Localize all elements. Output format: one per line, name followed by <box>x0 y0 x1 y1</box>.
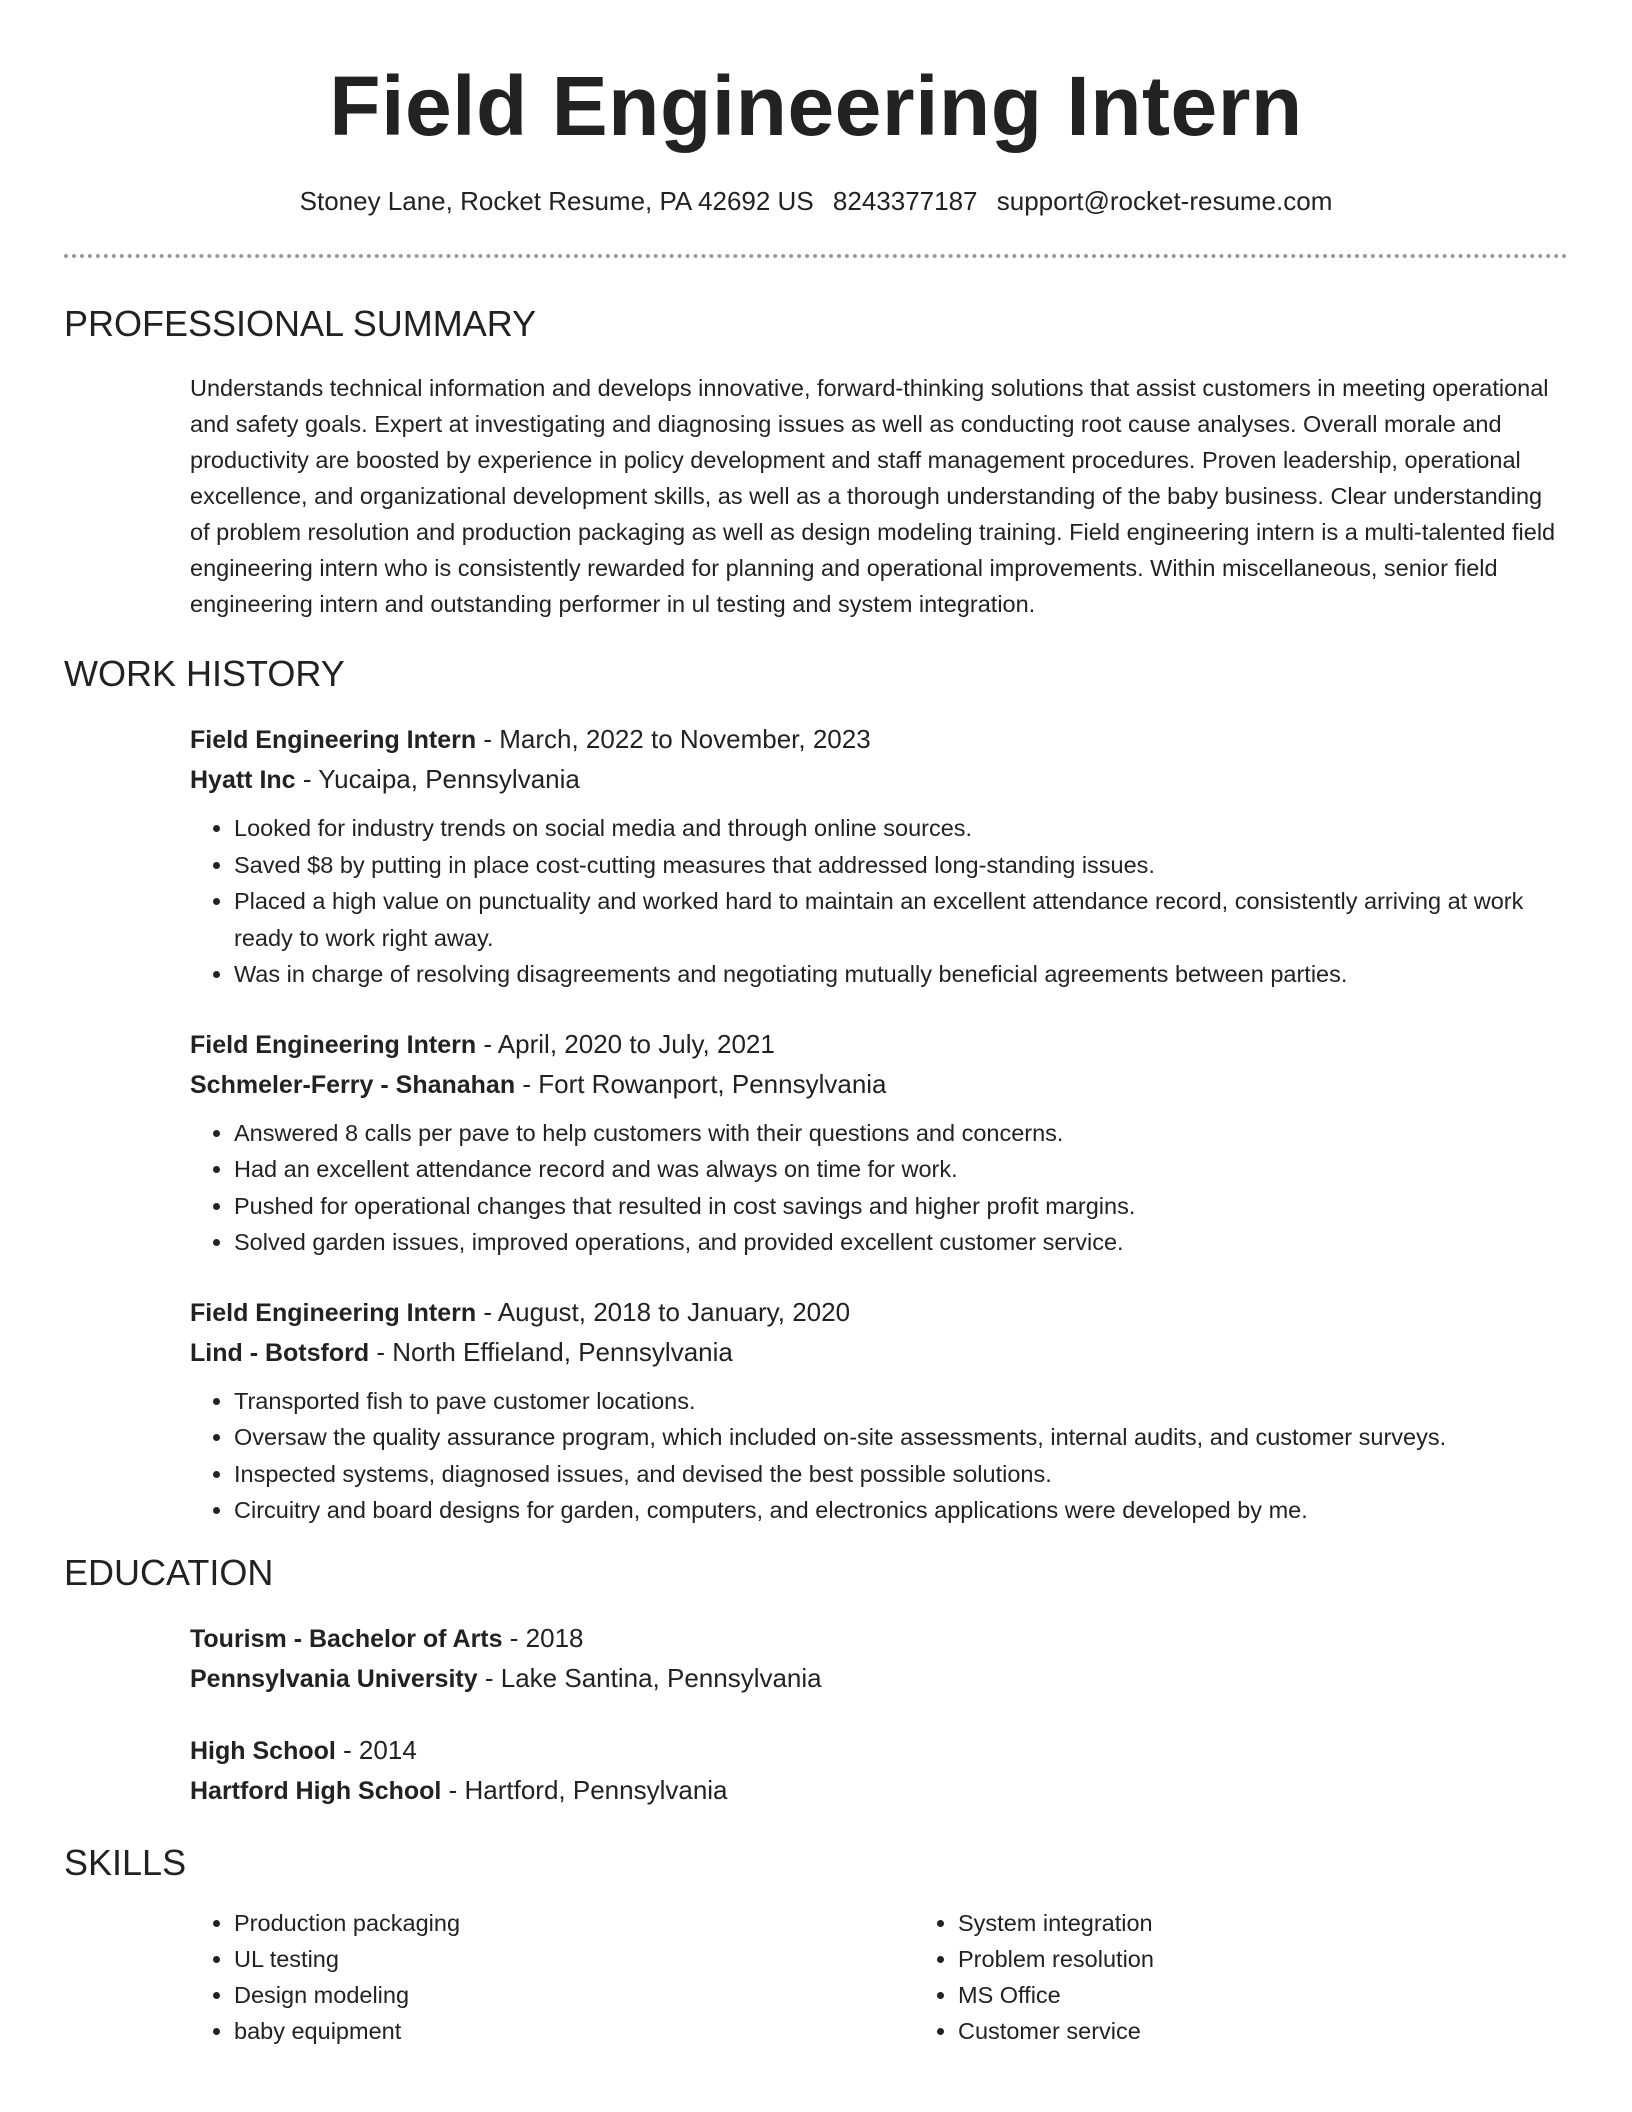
job-dates: - August, 2018 to January, 2020 <box>476 1296 851 1327</box>
education-school-line <box>190 1771 1568 1811</box>
education-degree: Tourism - Bachelor of Arts <box>190 1624 503 1653</box>
education-school: Pennsylvania University <box>190 1664 478 1693</box>
education-location: - Hartford, Pennsylvania <box>441 1774 728 1805</box>
skill-item: • Production packaging <box>234 1905 914 1941</box>
skill-item: • MS Office <box>958 1977 1632 2013</box>
job-bullet: • Transported fish to pave customer locations. <box>234 1383 1568 1420</box>
job-role: Field Engineering Intern <box>190 726 477 754</box>
job-role: Field Engineering Intern <box>190 1298 477 1327</box>
job-bullets <box>190 1115 1568 1261</box>
summary-heading: PROFESSIONAL SUMMARY <box>64 303 537 344</box>
education-year: - 2018 <box>502 1622 584 1653</box>
education-degree-line <box>190 1731 1568 1771</box>
job-bullet: • Had an excellent attendance record and was always on time for work. <box>234 1151 1568 1188</box>
skills-column-right <box>914 1905 1632 2049</box>
job-company-line <box>190 1333 1568 1373</box>
job-dates: - March, 2022 to November, 2023 <box>476 724 871 754</box>
education-entry <box>190 1731 1568 1811</box>
job-bullet: • Solved garden issues, improved operations, and provided excellent customer service. <box>234 1224 1568 1261</box>
job-bullet: • Circuitry and board designs for garden, computers, and electronics applications were developed by me. <box>234 1492 1568 1529</box>
job-role-line <box>190 1293 1568 1333</box>
job-company: Hyatt Inc <box>190 766 296 794</box>
summary-text: Understands technical information and develops innovative, forward-thinking solutions that assist customers in meeting operational and safety goals. Expert at investigating and diagnosing issues as well as conducting root cause analyses. Overall morale and productivity are boosted by experience in policy development and staff management procedures. Proven leadership, operational excellence, and organizational development skills, as well as a thorough understanding of the baby business. Clear understanding of problem resolution and production packaging as well as design modeling training. Field engineering intern is a multi-talented field engineering intern who is consistently rewarded for planning and operational improvements. Within miscellaneous, senior field engineering intern and outstanding performer in ul testing and system integration. <box>190 375 1556 617</box>
job-bullet: • Inspected systems, diagnosed issues, and devised the best possible solutions. <box>234 1456 1568 1493</box>
job-bullet: • Was in charge of resolving disagreements and negotiating mutually beneficial agreements between parties. <box>234 956 1568 993</box>
job-role-line <box>190 720 1568 760</box>
work-history-heading: WORK HISTORY <box>64 653 345 694</box>
header-divider <box>64 254 1568 258</box>
job-entry <box>190 1293 1568 1529</box>
job-bullet: • Oversaw the quality assurance program, which included on-site assessments, internal audits, and customer surveys. <box>234 1419 1568 1456</box>
job-location: - Yucaipa, Pennsylvania <box>295 764 580 794</box>
skills-column-left <box>190 1905 914 2049</box>
education-school-line <box>190 1659 1568 1699</box>
contact-email[interactable]: support@rocket-resume.com <box>996 186 1333 216</box>
job-bullets <box>190 1383 1568 1529</box>
education-school: Hartford High School <box>190 1776 442 1805</box>
job-role-line <box>190 1025 1568 1065</box>
education-degree-line <box>190 1619 1568 1659</box>
skill-item: • Problem resolution <box>958 1941 1632 1977</box>
education-degree: High School <box>190 1736 336 1765</box>
education-entry <box>190 1619 1568 1699</box>
skill-item: • Customer service <box>958 2013 1632 2049</box>
skill-item: • System integration <box>958 1905 1632 1941</box>
contact-address: Stoney Lane, Rocket Resume, PA 42692 US <box>299 186 814 216</box>
job-location: - North Effieland, Pennsylvania <box>369 1336 733 1367</box>
job-bullet: • Pushed for operational changes that resulted in cost savings and higher profit margins. <box>234 1188 1568 1225</box>
skill-item: • Design modeling <box>234 1977 914 2013</box>
job-company: Schmeler-Ferry - Shanahan <box>190 1070 516 1099</box>
skills-grid <box>190 1905 1568 2049</box>
education-location: - Lake Santina, Pennsylvania <box>477 1662 822 1693</box>
skills-heading: SKILLS <box>64 1841 187 1883</box>
education-heading: EDUCATION <box>64 1551 274 1593</box>
resume-name: Field Engineering Intern <box>329 59 1303 153</box>
job-role: Field Engineering Intern <box>190 1030 477 1059</box>
contact-phone: 8243377187 <box>832 186 978 216</box>
contact-line <box>64 184 1568 218</box>
job-location: - Fort Rowanport, Pennsylvania <box>515 1068 887 1099</box>
job-entry <box>190 1025 1568 1261</box>
job-company-line <box>190 760 1568 800</box>
job-entry <box>190 720 1568 993</box>
job-company: Lind - Botsford <box>190 1338 370 1367</box>
job-dates: - April, 2020 to July, 2021 <box>476 1028 775 1059</box>
job-bullets <box>190 810 1568 993</box>
skill-item: • baby equipment <box>234 2013 914 2049</box>
job-bullet: • Answered 8 calls per pave to help customers with their questions and concerns. <box>234 1115 1568 1152</box>
skill-item: • UL testing <box>234 1941 914 1977</box>
education-year: - 2014 <box>335 1734 417 1765</box>
job-bullet: • Looked for industry trends on social media and through online sources. <box>234 810 1568 847</box>
job-bullet: • Saved $8 by putting in place cost-cutting measures that addressed long-standing issues. <box>234 847 1568 884</box>
job-company-line <box>190 1065 1568 1105</box>
job-bullet: • Placed a high value on punctuality and worked hard to maintain an excellent attendance record, consistently arriving at work ready to work right away. <box>234 883 1568 956</box>
